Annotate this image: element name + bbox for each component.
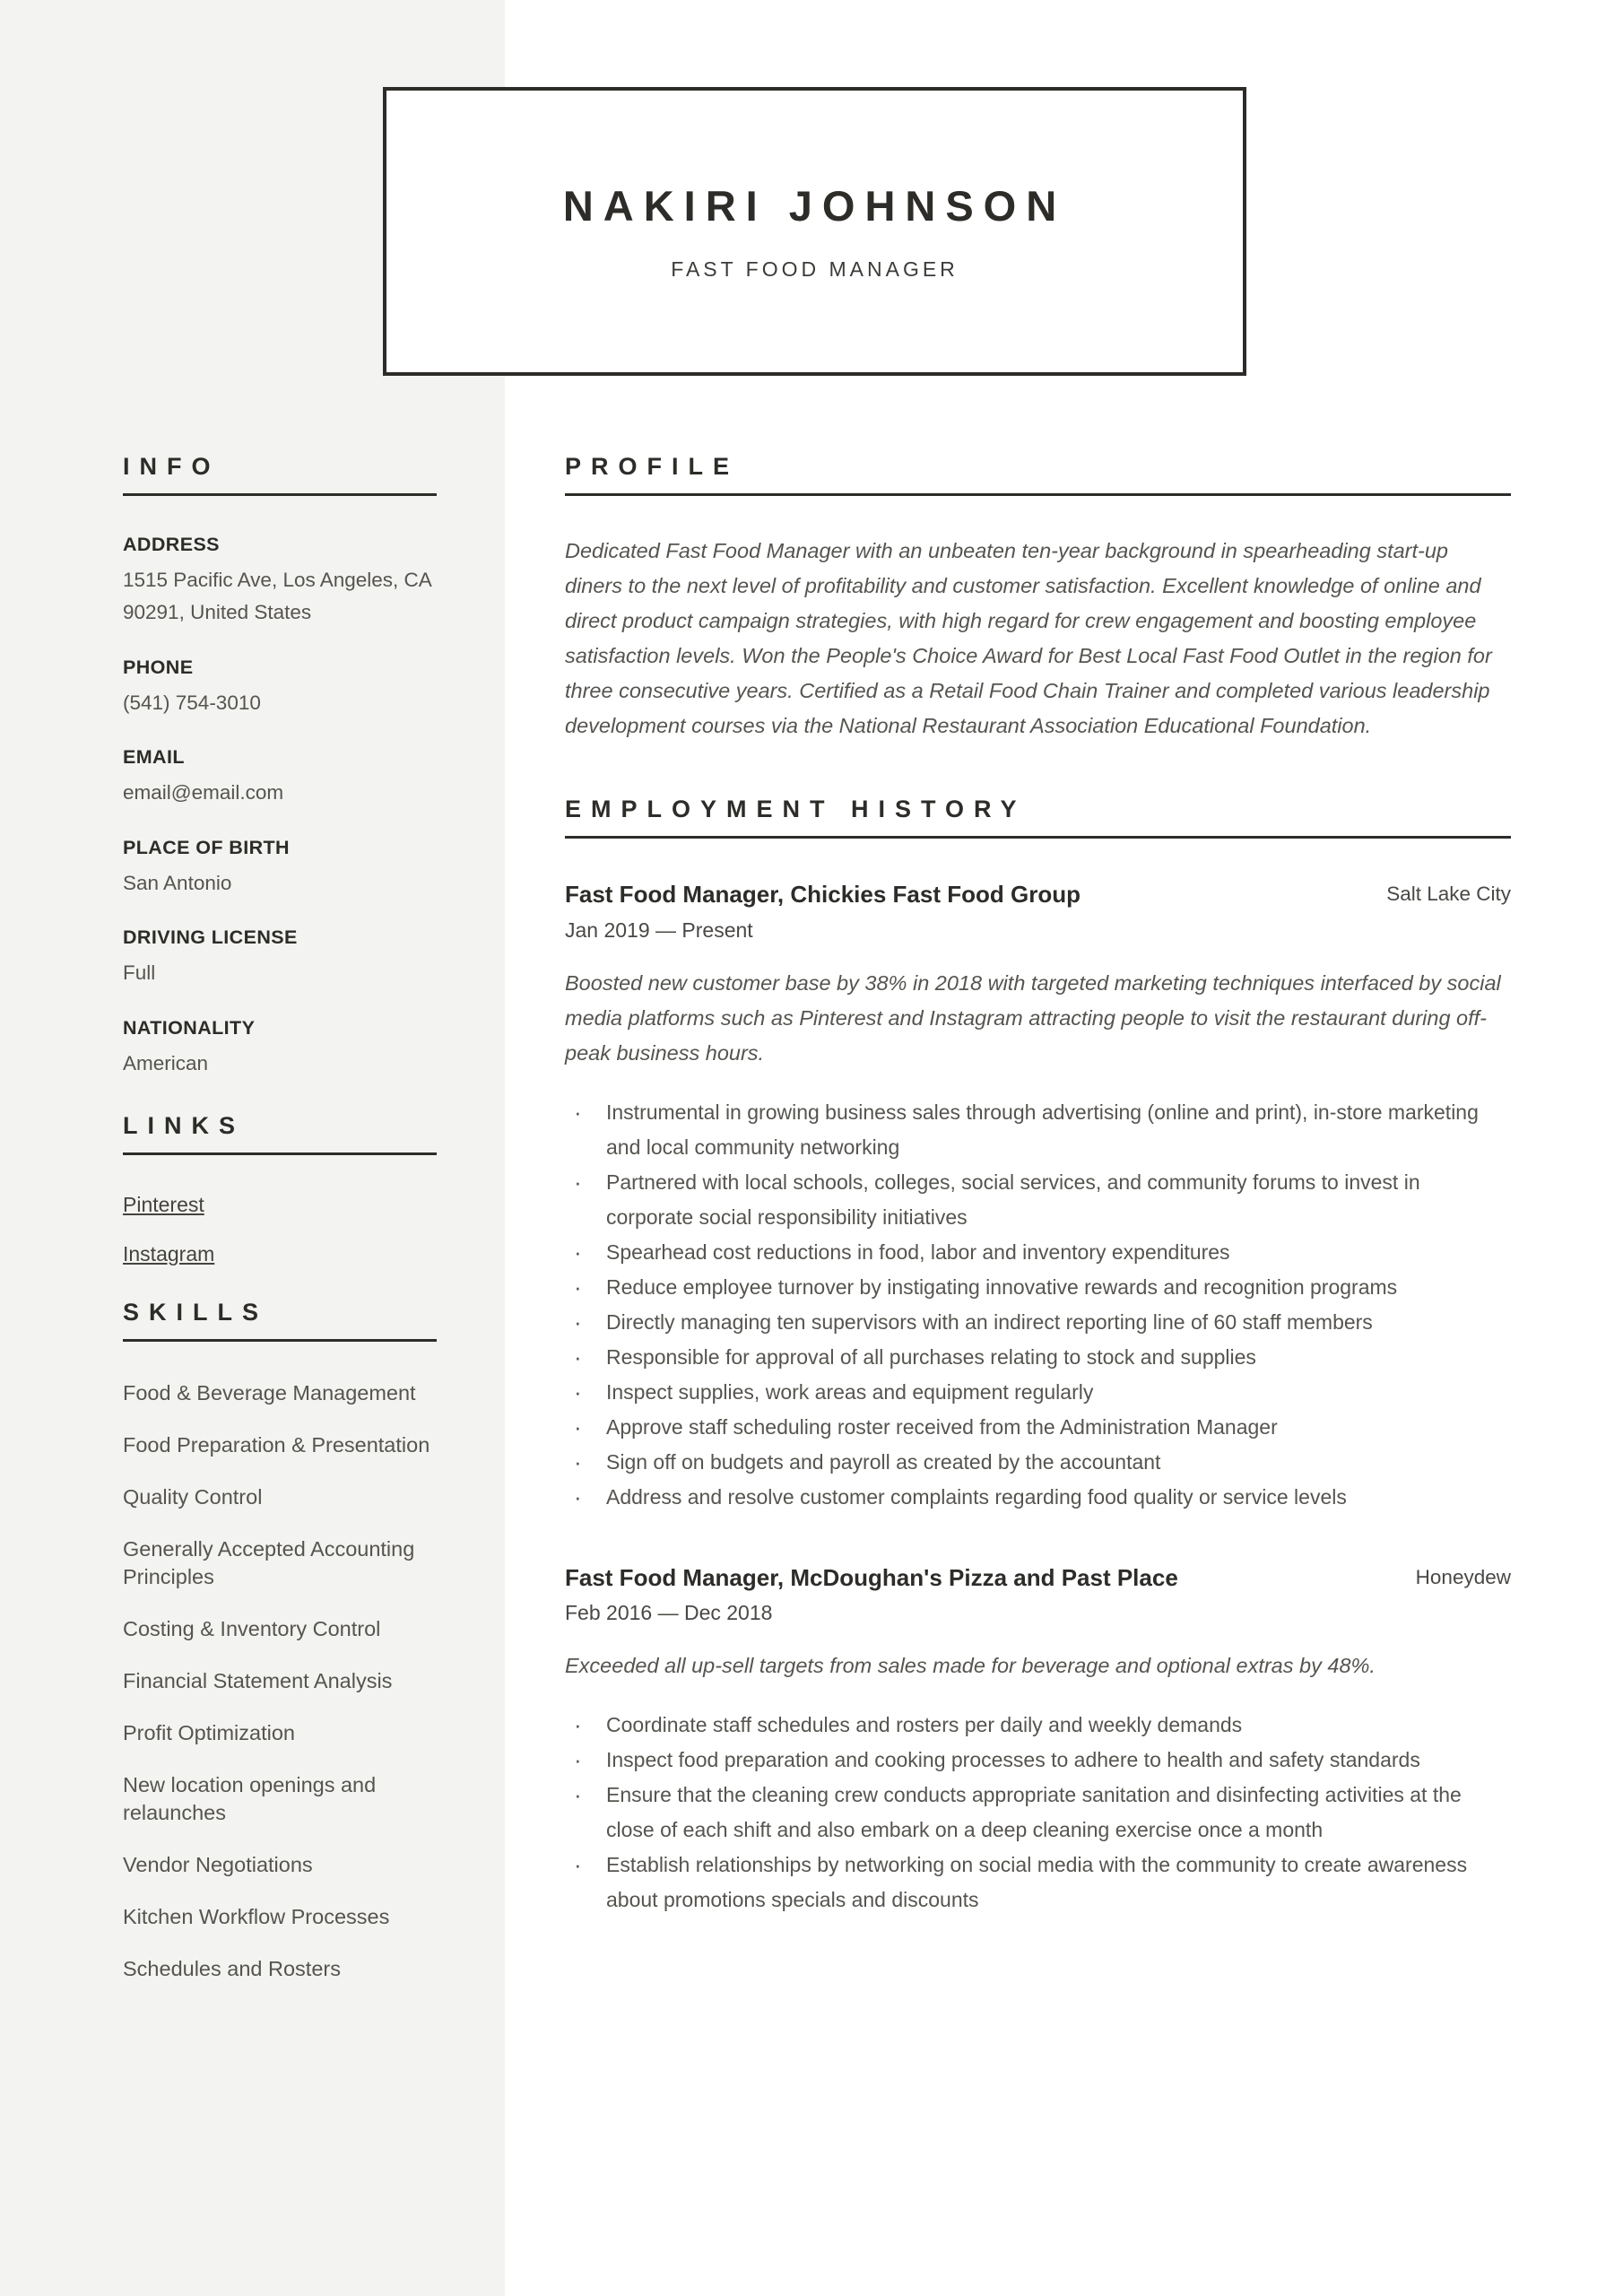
job-dates: Feb 2016 — Dec 2018 <box>565 1601 773 1625</box>
field-value: American <box>123 1051 209 1074</box>
bullet-item: · Approve staff scheduling roster received from the Administration Manager <box>565 1410 1511 1445</box>
bullet-item: · Coordinate staff schedules and rosters per daily and weekly demands <box>565 1708 1511 1743</box>
job-bullet-list <box>565 1095 1511 1515</box>
info-field-nationality <box>123 1017 437 1080</box>
job-summary: Boosted new customer base by 38% in 2018 with targeted marketing techniques interfaced by social media platforms such as Pinterest and Instagram attracting people to visit the restaurant during off-peak business hours. <box>565 970 1501 1065</box>
sidebar-content <box>123 453 437 2007</box>
skill-item: Food Preparation & Presentation <box>123 1433 430 1457</box>
job-entry-chickies <box>565 878 1511 1515</box>
field-value: 1515 Pacific Ave, Los Angeles, CA 90291, United States <box>123 569 431 624</box>
info-field-place-of-birth <box>123 837 437 900</box>
field-label: PLACE OF BIRTH <box>123 836 290 858</box>
bullet-item: · Establish relationships by networking on social media with the community to create awareness about promotions specials and discounts <box>565 1848 1511 1918</box>
field-label: DRIVING LICENSE <box>123 926 298 949</box>
skill-item: Schedules and Rosters <box>123 1957 341 1981</box>
bullet-item: · Sign off on budgets and payroll as created by the accountant <box>565 1445 1511 1480</box>
employment-section <box>565 796 1511 1918</box>
skill-item: Vendor Negotiations <box>123 1853 313 1877</box>
main-column <box>565 453 1511 1918</box>
job-title: Fast Food Manager, McDoughan's Pizza and Past Place <box>565 1563 1178 1591</box>
info-divider <box>123 493 437 496</box>
info-field-phone <box>123 657 437 719</box>
info-field-driving-license <box>123 926 437 989</box>
links-heading: LINKS <box>123 1112 245 1140</box>
bullet-item: · Directly managing ten supervisors with an indirect reporting line of 60 staff members <box>565 1305 1511 1340</box>
profile-divider <box>565 493 1511 496</box>
skill-item: Generally Accepted Accounting Principles <box>123 1537 415 1589</box>
job-header <box>565 1561 1511 1596</box>
skill-item: Food & Beverage Management <box>123 1381 416 1405</box>
job-header <box>565 878 1511 912</box>
bullet-item: · Responsible for approval of all purchases relating to stock and supplies <box>565 1340 1511 1375</box>
candidate-name: NAKIRI JOHNSON <box>562 182 1067 230</box>
info-heading: INFO <box>123 453 221 480</box>
skill-item: New location openings and relaunches <box>123 1773 377 1825</box>
bullet-item: · Instrumental in growing business sales through advertising (online and print), in-store marketing and local community networking <box>565 1095 1511 1165</box>
bullet-item: · Partnered with local schools, colleges, social services, and community forums to invest in corporate social responsibility initiatives <box>565 1165 1511 1235</box>
links-divider <box>123 1152 437 1155</box>
bullet-item: · Spearhead cost reductions in food, labor and inventory expenditures <box>565 1235 1511 1270</box>
skills-divider <box>123 1339 437 1342</box>
profile-heading: PROFILE <box>565 453 740 480</box>
skill-item: Financial Statement Analysis <box>123 1669 393 1693</box>
skill-item: Kitchen Workflow Processes <box>123 1905 390 1929</box>
job-dates: Jan 2019 — Present <box>565 918 753 942</box>
bullet-item: · Address and resolve customer complaints regarding food quality or service levels <box>565 1480 1511 1515</box>
skill-item: Profit Optimization <box>123 1721 295 1745</box>
profile-section <box>565 453 1511 744</box>
info-section <box>123 453 437 1080</box>
skills-heading: SKILLS <box>123 1299 269 1326</box>
bullet-item: · Inspect food preparation and cooking processes to adhere to health and safety standards <box>565 1743 1511 1778</box>
bullet-item: · Reduce employee turnover by instigating innovative rewards and recognition programs <box>565 1270 1511 1305</box>
field-label: EMAIL <box>123 746 185 769</box>
skills-section <box>123 1299 437 1983</box>
field-label: ADDRESS <box>123 534 220 555</box>
link-instagram[interactable]: Instagram <box>123 1242 215 1266</box>
profile-text: Dedicated Fast Food Manager with an unbeaten ten-year background in spearheading start-up diners to the next level of profitability and customer satisfaction. Excellent knowledge of online and direct product campaign strategies, with high regard for crew engagement and boosting employee satisfaction levels. Won the People's Choice Award for Best Local Fast Food Outlet in the region for three consecutive years. Certified as a Retail Food Chain Trainer and completed various leadership development courses via the National Restaurant Association Educational Foundation. <box>565 539 1492 737</box>
field-value: email@email.com <box>123 781 284 804</box>
job-location: Salt Lake City <box>1386 883 1511 905</box>
field-label: NATIONALITY <box>123 1016 256 1039</box>
job-summary: Exceeded all up-sell targets from sales made for beverage and optional extras by 48%. <box>565 1654 1376 1678</box>
field-label: PHONE <box>123 656 194 678</box>
skill-item: Quality Control <box>123 1485 263 1509</box>
links-section <box>123 1112 437 1266</box>
skill-item: Costing & Inventory Control <box>123 1617 381 1641</box>
job-entry-mcdoughans <box>565 1561 1511 1918</box>
job-title: Fast Food Manager, Chickies Fast Food Group <box>565 881 1081 908</box>
field-value: San Antonio <box>123 871 232 894</box>
job-location: Honeydew <box>1415 1565 1511 1588</box>
name-card <box>383 87 1246 376</box>
employment-divider <box>565 836 1511 839</box>
info-field-email <box>123 746 437 809</box>
field-value: (541) 754-3010 <box>123 691 261 714</box>
bullet-item: · Ensure that the cleaning crew conducts appropriate sanitation and disinfecting activities at the close of each shift and also embark on a deep cleaning exercise once a month <box>565 1778 1511 1848</box>
bullet-item: · Inspect supplies, work areas and equipment regularly <box>565 1375 1511 1410</box>
link-pinterest[interactable]: Pinterest <box>123 1193 204 1217</box>
employment-heading: EMPLOYMENT HISTORY <box>565 796 1027 822</box>
info-field-address <box>123 534 437 630</box>
candidate-job-title: FAST FOOD MANAGER <box>671 257 959 281</box>
job-bullet-list <box>565 1708 1511 1918</box>
field-value: Full <box>123 961 156 985</box>
